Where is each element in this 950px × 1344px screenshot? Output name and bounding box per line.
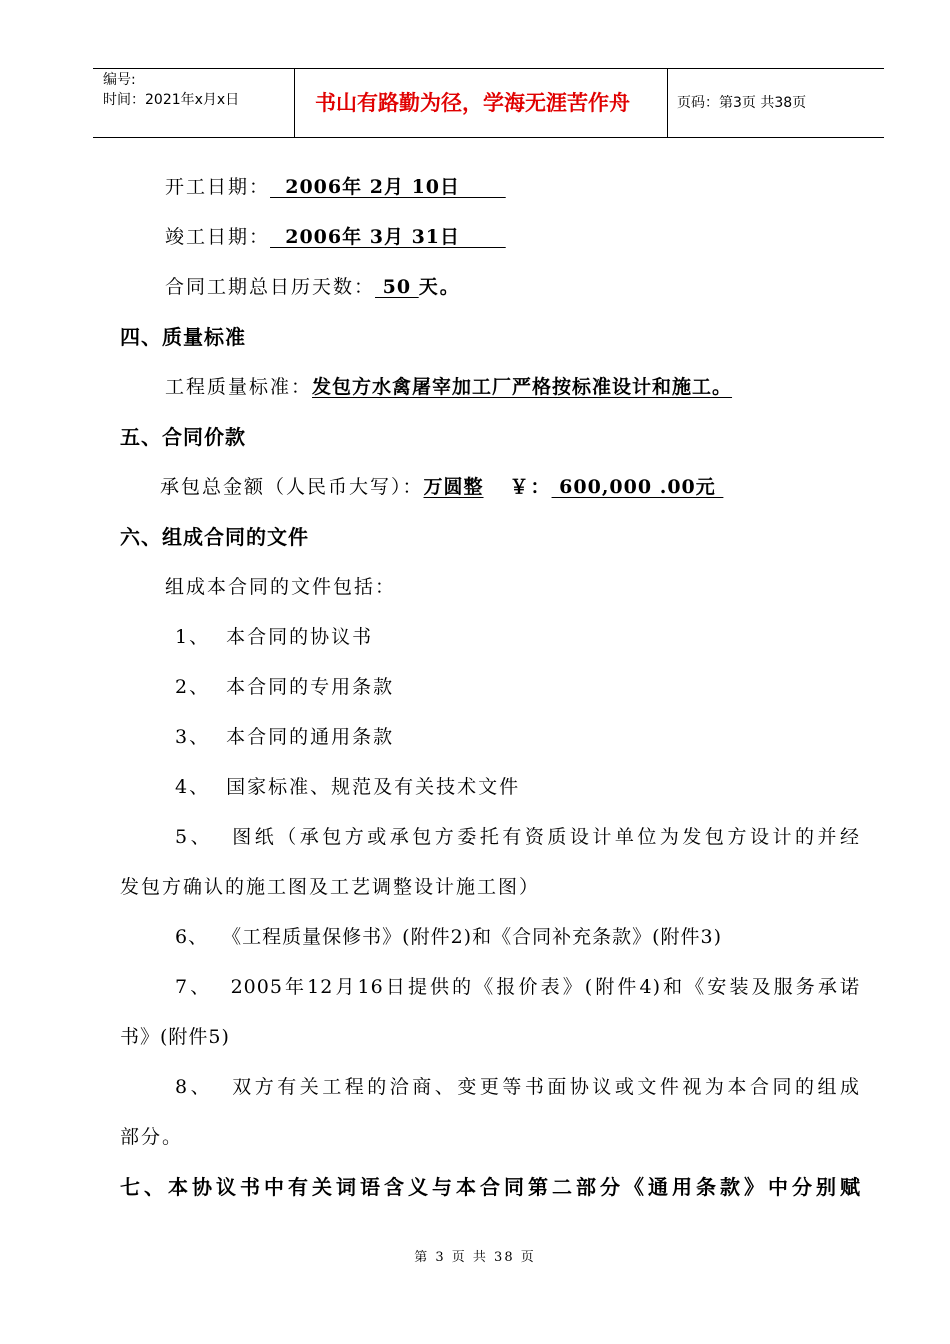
quality-standard-label: 工程质量标准： (165, 376, 313, 398)
documents-intro: 组成本合同的文件包括： (165, 576, 397, 598)
document-item-8-line-1: 8、 双方有关工程的洽商、变更等书面协议或文件视为本合同的组成 (175, 1076, 860, 1098)
document-item-6: 6、 《工程质量保修书》(附件2)和《合同补充条款》(附件3) (175, 926, 722, 948)
amount-in-words: 万圆整 (423, 476, 484, 498)
header-divider-right (667, 69, 668, 137)
document-item-1: 1、 本合同的协议书 (175, 626, 374, 648)
quality-standard-line (165, 374, 732, 400)
start-date-line (165, 174, 506, 200)
yen-label: ￥： (509, 476, 552, 498)
end-date-value: 2006年 3月 31日 (270, 226, 506, 248)
document-item-7-line-1: 7、 2005年12月16日提供的《报价表》(附件4)和《安装及服务承诺 (175, 976, 860, 998)
document-item-5-line-2: 发包方确认的施工图及工艺调整设计施工图） (120, 876, 541, 898)
total-days-unit: 天。 (418, 276, 461, 298)
total-days-value: 50 (375, 276, 419, 298)
document-item-7-line-2: 书》(附件5) (120, 1026, 230, 1048)
document-time-label: 时间：2021年x月x日 (103, 92, 240, 108)
contract-amount-line (160, 474, 723, 500)
end-date-label: 竣工日期： (165, 226, 271, 248)
page-footer: 第 3 页 共 38 页 (414, 1250, 536, 1265)
start-date-value: 2006年 2月 10日 (270, 176, 506, 198)
contract-amount-label: 承包总金额（人民币大写）： (160, 476, 424, 498)
section-5-heading: 五、合同价款 (120, 425, 246, 449)
section-4-heading: 四、质量标准 (120, 325, 246, 349)
section-6-heading: 六、组成合同的文件 (120, 525, 309, 549)
section-7-heading: 七、本协议书中有关词语含义与本合同第二部分《通用条款》中分别赋 (120, 1175, 860, 1199)
document-item-3: 3、 本合同的通用条款 (175, 726, 395, 748)
header-divider-left (294, 69, 295, 137)
total-days-label: 合同工期总日历天数： (165, 276, 376, 298)
quality-standard-value: 发包方水禽屠宰加工厂严格按标准设计和施工。 (312, 376, 733, 398)
total-days-line (165, 274, 461, 300)
document-item-8-line-2: 部分。 (120, 1126, 184, 1148)
header-motto: 书山有路勤为径，学海无涯苦作舟 (315, 91, 630, 115)
amount-in-figures: 600,000 .00元 (551, 476, 724, 498)
document-item-4: 4、 国家标准、规范及有关技术文件 (175, 776, 521, 798)
page-header (93, 68, 884, 138)
header-page-info: 页码：第3页 共38页 (677, 95, 807, 111)
end-date-line (165, 224, 506, 250)
document-item-2: 2、 本合同的专用条款 (175, 676, 395, 698)
document-item-5-line-1: 5、 图纸（承包方或承包方委托有资质设计单位为发包方设计的并经 (175, 826, 860, 848)
document-code-label: 编号: (103, 72, 136, 88)
start-date-label: 开工日期： (165, 176, 271, 198)
